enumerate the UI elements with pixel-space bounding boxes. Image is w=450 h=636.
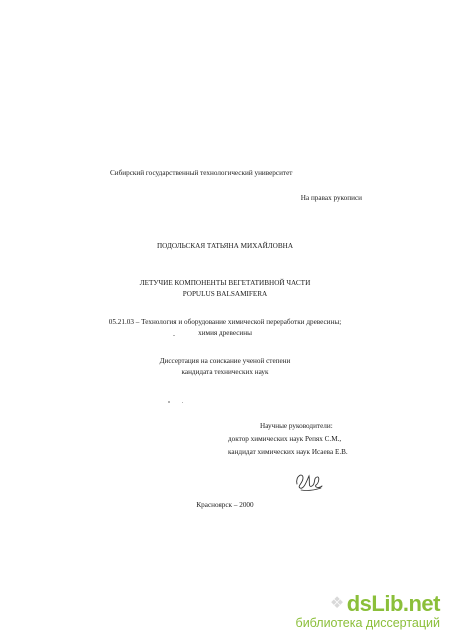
watermark-logo [296,592,440,616]
handwritten-signature [291,468,325,494]
specialty-line-2: химия древесины [198,329,252,337]
scan-speck [182,402,183,403]
manuscript-note: На правах рукописи [300,194,362,202]
watermark-logo-text: dsLib.net [346,591,440,616]
dissertation-title-line-2: POPULUS BALSAMIFERA [182,290,268,298]
dissertation-title-line-1: ЛЕТУЧИЕ КОМПОНЕНТЫ ВЕГЕТАТИВНОЙ ЧАСТИ [139,279,311,287]
advisor-2: кандидат химических наук Исаева Е.В. [228,448,348,456]
specialty-line-1: 05.21.03 – Технология и оборудование химической переработки древесины; [108,318,342,326]
city-year: Красноярск – 2000 [196,501,254,509]
advisor-1: доктор химических наук Репях С.М., [228,435,342,443]
scan-speck [168,401,170,403]
advisors-heading: Научные руководители: [260,422,333,430]
degree-line-2: кандидата технических наук [181,368,269,376]
degree-line-1: Диссертация на соискание ученой степени [159,357,291,365]
watermark [296,592,440,630]
scan-speck [173,335,175,336]
leaf-icon: ❖ [329,595,344,612]
watermark-subtitle: библиотека диссертаций [295,616,440,630]
author-name: ПОДОЛЬСКАЯ ТАТЬЯНА МИХАЙЛОВНА [156,242,294,250]
university-name: Сибирский государственный технологический университет [110,169,293,177]
